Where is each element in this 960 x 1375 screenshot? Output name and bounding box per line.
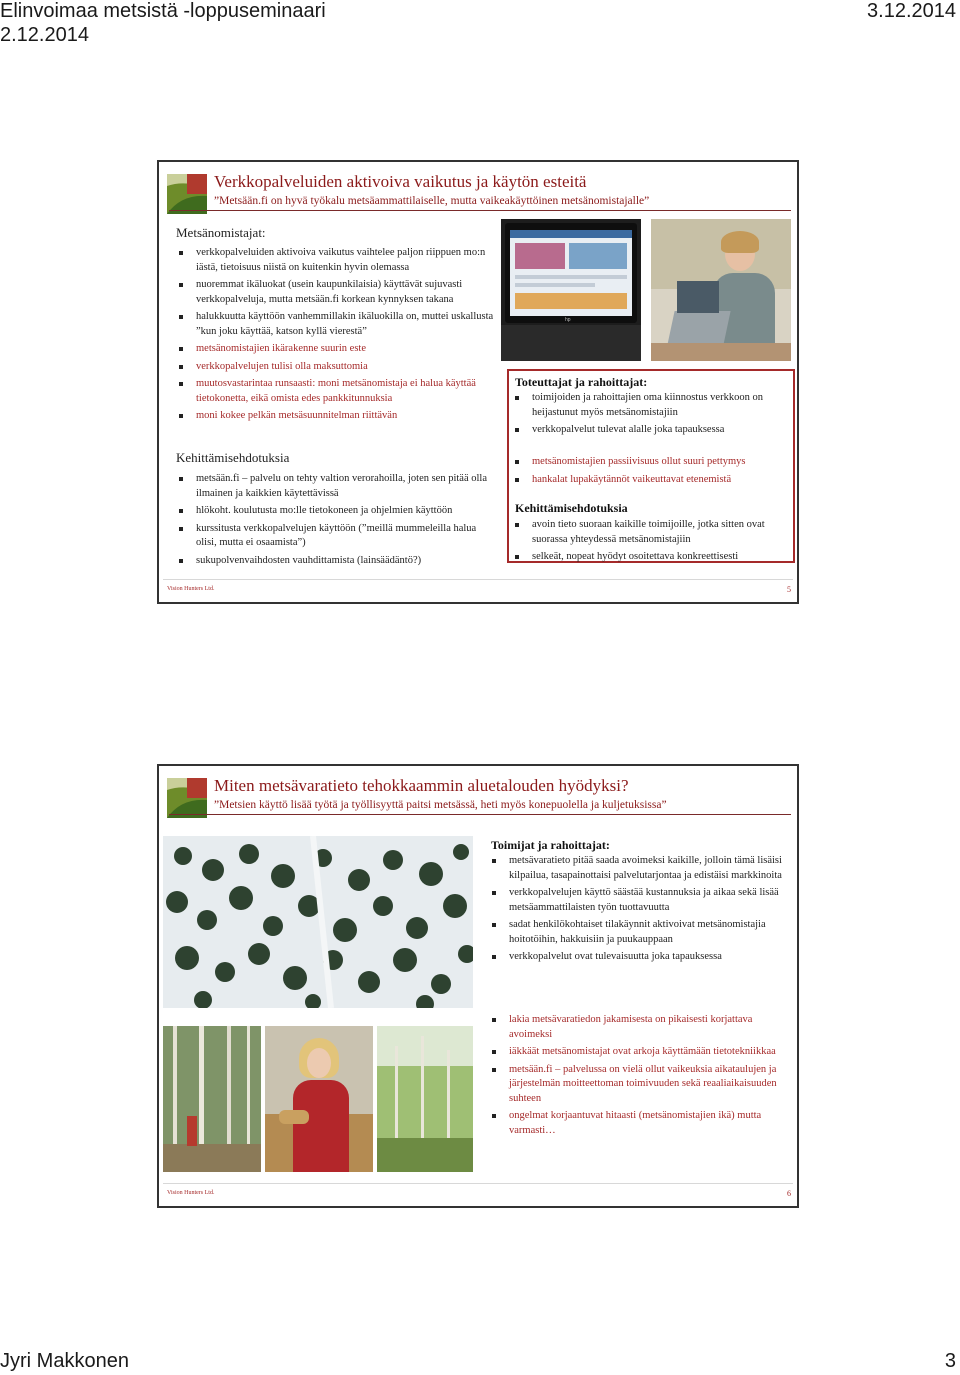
list-item: verkkopalvelut tulevat alalle joka tapauksessa — [512, 423, 790, 438]
handout-header-date-left: 2.12.2014 — [0, 24, 89, 46]
owners-list — [176, 246, 496, 427]
forest-illustration — [163, 836, 473, 1008]
actors-heading: Toimijat ja rahoittajat: — [491, 838, 610, 852]
list-item: verkkopalvelujen tulisi olla maksuttomia — [176, 360, 496, 375]
laptop-brand-text: hp — [565, 317, 571, 323]
birch-forest-photo — [163, 1026, 261, 1172]
list-item: sadat henkilökohtaiset tilakäynnit aktivoivat metsänomistajia hoitotöihin, hakkuisiin ja puukauppaan — [489, 918, 785, 947]
list-item: toimijoiden ja rahoittajien oma kiinnostus verkkoon on heijastunut myös metsänomistajiin — [512, 391, 790, 420]
list-item: metsävaratieto pitää saada avoimeksi kaikille, jolloin tämä lisäisi kilpailua, tasapainottaisi palvelutarjontaa ja edistäisi markkinoita — [489, 854, 785, 883]
young-forest-photo — [377, 1026, 473, 1172]
leaf-logo-icon — [167, 778, 207, 818]
slide-5 — [157, 160, 799, 604]
list-item: ongelmat korjaantuvat hitaasti (metsänomistajien ikä) mutta varmasti… — [489, 1109, 785, 1138]
problems-list — [489, 1013, 785, 1141]
implementers-box — [507, 369, 795, 563]
dev-heading: Kehittämisehdotuksia — [176, 450, 290, 465]
slide-6 — [157, 764, 799, 1208]
handout-footer-page: 3 — [944, 1350, 956, 1372]
implementers-heading: Toteuttajat ja rahoittajat: — [515, 375, 648, 389]
handout-footer-author: Jyri Makkonen — [0, 1350, 129, 1372]
list-item: hlökoht. koulutusta mo:lle tietokoneen ja ohjelmien käyttöön — [176, 504, 496, 519]
owners-heading: Metsänomistajat: — [176, 225, 266, 240]
list-item: metsänomistajien ikärakenne suurin este — [176, 342, 496, 357]
laptop-photo — [501, 219, 641, 361]
box-dev-heading: Kehittämisehdotuksia — [515, 501, 628, 515]
list-item: lakia metsävaratiedon jakamisesta on pikaisesti korjattava avoimeksi — [489, 1013, 785, 1042]
aerial-forest-photo — [163, 836, 473, 1008]
title-divider — [169, 210, 791, 211]
list-item: moni kokee pelkän metsäsuunnitelman riittävän — [176, 409, 496, 424]
dev-list — [176, 472, 496, 571]
box-dev-list — [512, 518, 790, 568]
slide-subtitle: ”Metsään.fi on hyvä työkalu metsäammattilaiselle, mutta vaikeakäyttöinen metsänomistajalle” — [214, 195, 650, 207]
leaf-logo-icon — [167, 174, 207, 214]
actors-list — [489, 854, 785, 968]
handout-header-date-right: 3.12.2014 — [867, 0, 956, 22]
list-item: sukupolvenvaihdosten vauhdittamista (lainsäädäntö?) — [176, 554, 496, 569]
woman-woodchips-photo — [265, 1026, 373, 1172]
slide-number: 5 — [787, 585, 791, 594]
slide-title: Verkkopalveluiden aktivoiva vaikutus ja käytön esteitä — [214, 172, 587, 191]
company-logo: Vision Hunters Ltd. — [167, 586, 215, 592]
list-item: metsään.fi – palvelu on tehty valtion verorahoilla, joten sen pitää olla ilmainen ja kaikkien käytettävissä — [176, 472, 496, 501]
slide-footer-divider — [163, 579, 793, 580]
implementers-red-list — [512, 455, 790, 490]
list-item: verkkopalvelut ovat tulevaisuutta joka tapauksessa — [489, 950, 785, 965]
list-item: avoin tieto suoraan kaikille toimijoille, jotka sitten ovat suorassa yhteydessä metsänomistajiin — [512, 518, 790, 547]
list-item: nuoremmat ikäluokat (usein kaupunkilaisia) käyttävät sujuvasti verkkopalveluja, mutta metsään.fi korkean kynnyksen takana — [176, 278, 496, 307]
list-item: metsään.fi – palvelussa on vielä ollut vaikeuksia aikataulujen ja järjestelmän moitteettoman toimivuuden sekä reaaliaikaisuuden suhteen — [489, 1063, 785, 1107]
list-item: muutosvastarintaa runsaasti: moni metsänomistaja ei halua käyttää tietokonetta, eikä omista edes pankkitunnuksia — [176, 377, 496, 406]
list-item: verkkopalveluiden aktivoiva vaikutus vaihtelee paljon riippuen mo:n iästä, tietoisuus niistä on kuitenkin hyvin olemassa — [176, 246, 496, 275]
slide-title: Miten metsävaratieto tehokkaammin aluetalouden hyödyksi? — [214, 776, 629, 795]
list-item: selkeät, nopeat hyödyt osoitettava konkreettisesti — [512, 550, 790, 565]
list-item: halukkuutta käyttöön vanhemmillakin ikäluokilla on, muttei uskallusta ”kun joku käyttää, katson kyllä vierestä” — [176, 310, 496, 339]
slide-number: 6 — [787, 1189, 791, 1198]
list-item: metsänomistajien passiivisuus ollut suuri pettymys — [512, 455, 790, 470]
list-item: verkkopalvelujen käyttö säästää kustannuksia ja aikaa sekä lisää metsäammattilaisten työn tuottavuutta — [489, 886, 785, 915]
list-item: kurssitusta verkkopalvelujen käyttöön (”meillä mummeleilla halua olisi, mutta ei osaamista”) — [176, 522, 496, 551]
list-item: hankalat lupakäytännöt vaikeuttavat etenemistä — [512, 473, 790, 488]
implementers-list — [512, 391, 790, 441]
handout-header-title: Elinvoimaa metsistä -loppuseminaari — [0, 0, 326, 22]
list-item: iäkkäät metsänomistajat ovat arkoja käyttämään tietotekniikkaa — [489, 1045, 785, 1060]
woman-laptop-photo — [651, 219, 791, 361]
slide-footer-divider — [163, 1183, 793, 1184]
company-logo: Vision Hunters Ltd. — [167, 1190, 215, 1196]
title-divider — [169, 814, 791, 815]
slide-subtitle: ”Metsien käyttö lisää työtä ja työllisyyttä paitsi metsässä, heti myös konepuolella ja kuljetuksissa” — [214, 799, 667, 811]
